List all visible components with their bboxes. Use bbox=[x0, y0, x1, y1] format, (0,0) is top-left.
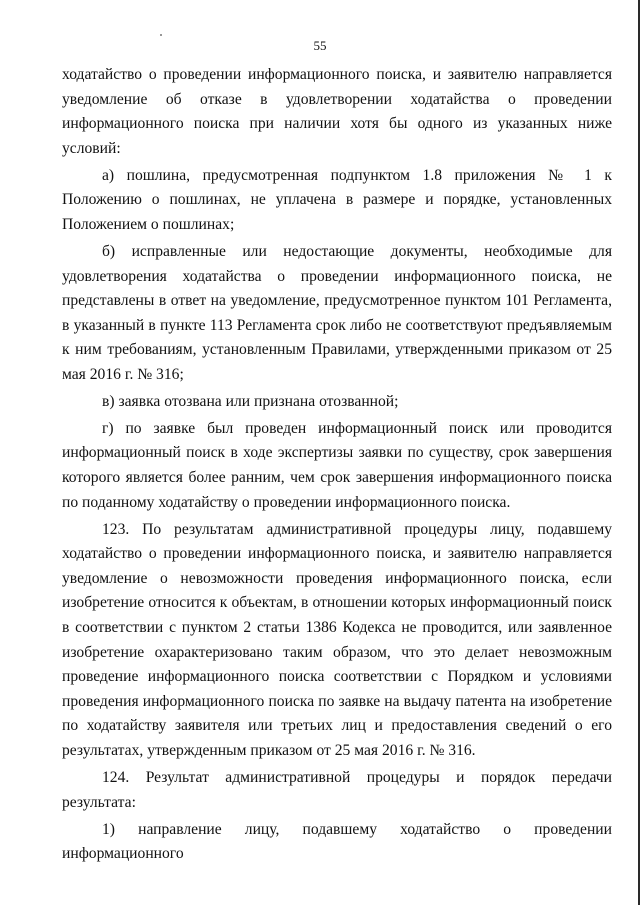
paragraph-a: а) пошлина, предусмотренная подпунктом 1.8 приложения № 1 к Положению о пошлинах, не уплачена в размере и порядке, установленных Положением о пошлинах; bbox=[62, 166, 612, 233]
paragraph-1: ходатайство о проведении информационного поиска, и заявителю направляется уведомление об отказе в удовлетворении ходатайства о проведении информационного поиска при наличии хотя бы одного из указанных ниже условий: bbox=[62, 66, 612, 157]
paragraph-v: в) заявка отозвана или признана отозванной; bbox=[102, 392, 399, 410]
paragraph-124: 124. Результат административной процедуры и порядок передачи результата: bbox=[62, 768, 612, 811]
paragraph-124-1: 1) направление лицу, подавшему ходатайство о проведении информационного bbox=[62, 820, 612, 863]
scan-speck bbox=[160, 34, 162, 36]
paragraph-123: 123. По результатам административной процедуры лицу, подавшему ходатайство о проведении информационного поиска, и заявителю направляется уведомление о невозможности проведения информационного поиска, если изобретение относится к объектам, в отношении которых информационный поиск в соответствии с пунктом 2 статьи 1386 Кодекса не проводится, или заявленное изобретение охарактеризовано таким образом, что это делает невозможным проведение информационного поиска соответствии с Порядком и условиями проведения информационного поиска по заявке на выдачу патента на изобретение по ходатайству заявителя или третьих лиц и предоставления сведений о его результатах, утвержденным приказом от 25 мая 2016 г. № 316. bbox=[62, 520, 612, 759]
page-number: 55 bbox=[313, 38, 327, 53]
paragraph-g: г) по заявке был проведен информационный поиск или проводится информационный поиск в ходе экспертизы заявки по существу, срок завершения которого является более ранним, чем срок завершения информационного поиска по поданному ходатайству о проведении информационного поиска. bbox=[62, 419, 612, 511]
body-text bbox=[62, 63, 612, 869]
paragraph-b: б) исправленные или недостающие документы, необходимые для удовлетворения ходатайства о проведении информационного поиска, не представлены в ответ на уведомление, предусмотренное пунктом 101 Регламента, в указанный в пункте 113 Регламента срок либо не соответствуют предъявляемым к ним требованиям, установленным Правилами, утвержденными приказом от 25 мая 2016 г. № 316; bbox=[62, 242, 612, 383]
